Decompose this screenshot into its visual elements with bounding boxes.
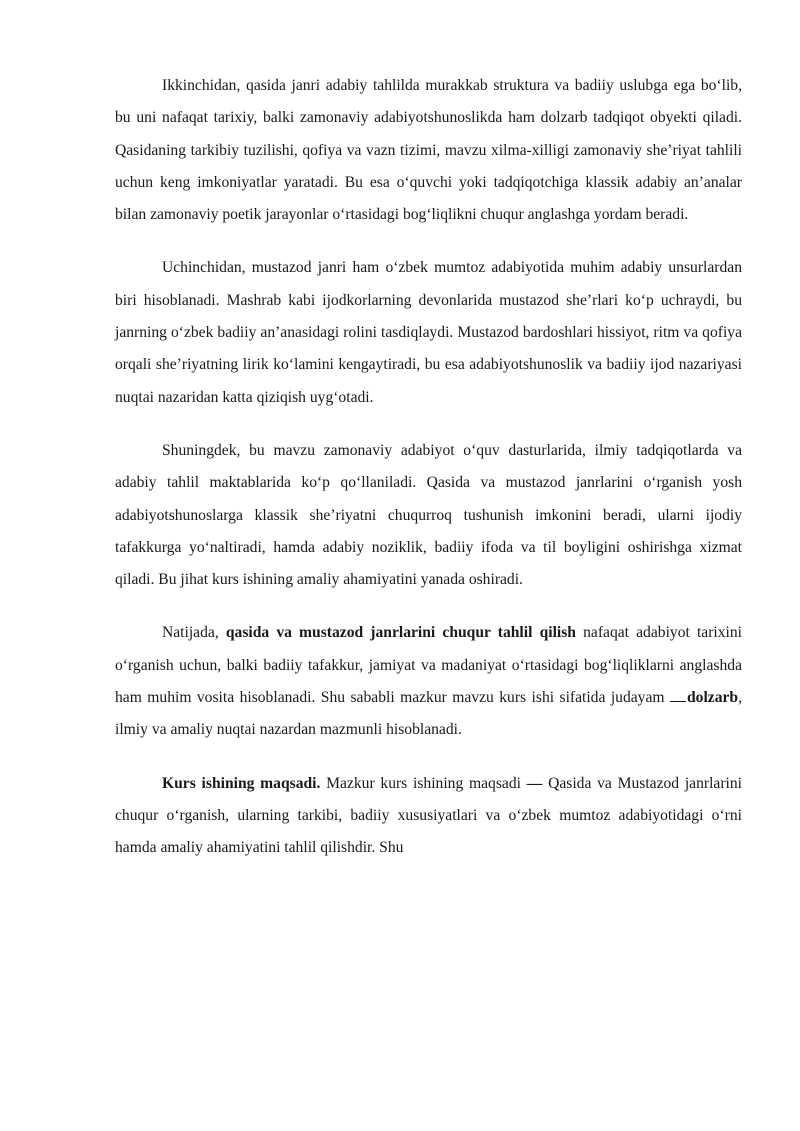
- paragraph-goal: [115, 768, 742, 865]
- goal-intro: Mazkur kurs ishining maqsadi: [326, 774, 521, 792]
- underline-blank: [670, 687, 686, 702]
- goal-dash: —: [526, 774, 543, 792]
- paragraph-also: Shuningdek, bu mavzu zamonaviy adabiyot o‘quv dasturlarida, ilmiy tadqiqotlarda va adabiy tahlil maktablarida ko‘p qo‘llaniladi. Qasida va mustazod janrlarini o‘rganish yosh adabiyotshunoslarga klassik she’riyatni chuqurroq tushunish imkonini beradi, ularni ijodiy tafakkurga yo‘naltiradi, hamda adabiy noziklik, badiiy ifoda va til boyligini oshirishga xizmat qiladi. Bu jihat kurs ishining amaliy ahamiyatini yanada oshiradi.: [115, 441, 742, 589]
- conclusion-intro: Natijada,: [162, 624, 219, 642]
- conclusion-body: nafaqat adabiyot tarixini o‘rganish uchun, balki badiiy tafakkur, jamiyat va madaniyat o‘rtasidagi bog‘liqliklarni anglashda ham muhim vosita hisoblanadi. Shu sababli mazkur mavzu kurs ishi sifatida judayam: [115, 624, 742, 707]
- conclusion-bold-phrase: qasida va mustazod janrlarini chuqur tahlil qilish: [225, 624, 576, 642]
- goal-heading: Kurs ishining maqsadi.: [162, 774, 321, 792]
- paragraph-secondly: Ikkinchidan, qasida janri adabiy tahlilda murakkab struktura va badiiy uslubga ega bo‘lib, bu uni nafaqat tarixiy, balki zamonaviy adabiyotshunoslikda ham dolzarb tadqiqot obyekti qiladi. Qasidaning tarkibiy tuzilishi, qofiya va vazn tizimi, mavzu xilma-xilligi zamonaviy she’riyat tahlili uchun keng imkoniyatlar yaratadi. Bu esa o‘quvchi yoki tadqiqotchiga klassik adabiy an’analar bilan zamonaviy poetik jarayonlar o‘rtasidagi bog‘liqlikni chuqur anglashga yordam beradi.: [115, 77, 742, 224]
- paragraph-thirdly: Uchinchidan, mustazod janri ham o‘zbek mumtoz adabiyotida muhim adabiy unsurlardan biri hisoblanadi. Mashrab kabi ijodkorlarning devonlarida mustazod she’rlari ko‘p uchraydi, bu janrning o‘zbek badiiy an’anasidagi rolini tasdiqlaydi. Mustazod bardoshlari hissiyot, ritm va qofiya orqali she’riyatning lirik ko‘lamini kengaytiradi, bu esa adabiyotshunoslik va badiiy ijod nazariyasi nuqtai nazaridan katta qiziqish uyg‘otadi.: [115, 259, 742, 406]
- conclusion-bold-relevant: dolzarb: [686, 689, 739, 707]
- document-page: [115, 70, 742, 886]
- conclusion-end: , ilmiy va amaliy nuqtai nazardan mazmunli hisoblanadi.: [115, 689, 742, 739]
- goal-body: Qasida va Mustazod janrlarini chuqur o‘rganish, ularning tarkibi, badiiy xususiyatlari va o‘zbek mumtoz adabiyotidagi o‘rni hamda amaliy ahamiyatini tahlil qilishdir. Shu: [115, 774, 742, 857]
- paragraph-conclusion: [115, 617, 742, 746]
